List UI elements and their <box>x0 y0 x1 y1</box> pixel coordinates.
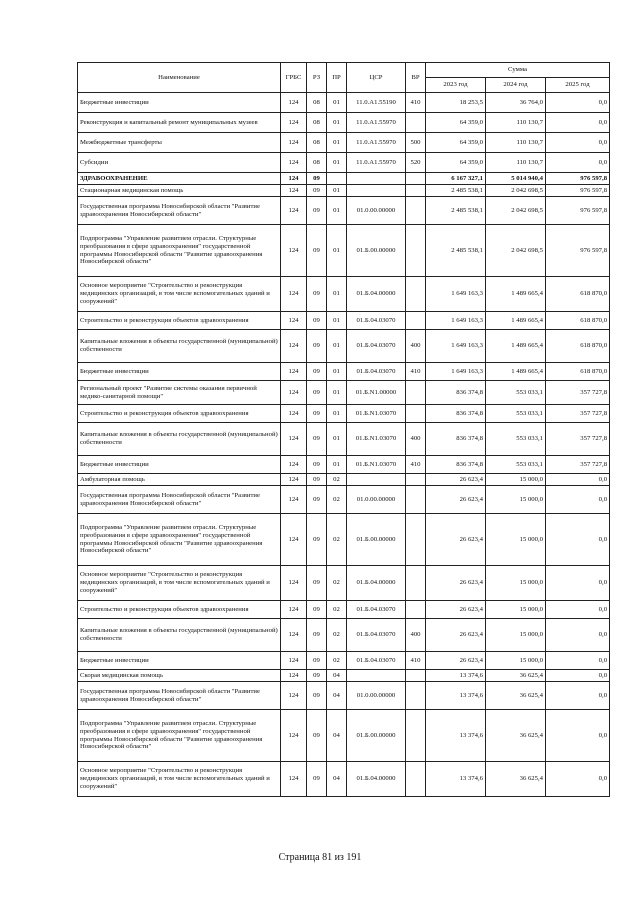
cell-2024: 1 489 665,4 <box>486 363 546 381</box>
table-row <box>78 381 610 405</box>
cell-csr: 01.Б.04.00000 <box>347 277 406 312</box>
cell-2025: 0,0 <box>546 514 610 566</box>
cell-name: Скорая медицинская помощь <box>78 670 281 682</box>
cell-rz: 09 <box>307 710 327 762</box>
cell-2024: 15 000,0 <box>486 514 546 566</box>
cell-2025: 357 727,8 <box>546 423 610 456</box>
cell-grbs: 124 <box>281 93 307 113</box>
cell-name: Стационарная медицинская помощь <box>78 185 281 197</box>
table-row <box>78 670 610 682</box>
cell-rz: 09 <box>307 486 327 514</box>
cell-rz: 09 <box>307 566 327 601</box>
cell-grbs: 124 <box>281 113 307 133</box>
cell-pr: 02 <box>327 652 347 670</box>
cell-vr <box>406 486 426 514</box>
cell-2025: 0,0 <box>546 133 610 153</box>
cell-csr: 01.Б.00.00000 <box>347 514 406 566</box>
cell-grbs: 124 <box>281 423 307 456</box>
cell-2024: 110 130,7 <box>486 133 546 153</box>
table-row <box>78 173 610 185</box>
cell-2024: 36 625,4 <box>486 682 546 710</box>
cell-name: Государственная программа Новосибирской области "Развитие здравоохранения Новосибирской области" <box>78 682 281 710</box>
cell-pr: 04 <box>327 670 347 682</box>
cell-rz: 09 <box>307 405 327 423</box>
cell-vr <box>406 474 426 486</box>
cell-rz: 09 <box>307 277 327 312</box>
cell-grbs: 124 <box>281 670 307 682</box>
cell-name: Капитальные вложения в объекты государственной (муниципальной) собственности <box>78 619 281 652</box>
cell-2024: 553 033,1 <box>486 381 546 405</box>
cell-name: Капитальные вложения в объекты государственной (муниципальной) собственности <box>78 330 281 363</box>
cell-pr: 01 <box>327 381 347 405</box>
header-year-2023: 2023 год <box>426 78 486 93</box>
cell-csr: 01.0.00.00000 <box>347 486 406 514</box>
cell-2024: 15 000,0 <box>486 619 546 652</box>
cell-2025: 0,0 <box>546 153 610 173</box>
cell-grbs: 124 <box>281 153 307 173</box>
cell-2025: 618 870,0 <box>546 277 610 312</box>
cell-csr: 11.0.А1.55970 <box>347 133 406 153</box>
cell-2024: 5 014 940,4 <box>486 173 546 185</box>
cell-rz: 08 <box>307 153 327 173</box>
cell-2023: 1 649 163,3 <box>426 312 486 330</box>
cell-grbs: 124 <box>281 514 307 566</box>
table-body <box>78 93 610 797</box>
cell-pr: 04 <box>327 682 347 710</box>
cell-2023: 836 374,8 <box>426 405 486 423</box>
cell-vr <box>406 405 426 423</box>
cell-vr: 410 <box>406 93 426 113</box>
cell-rz: 09 <box>307 619 327 652</box>
table-row <box>78 710 610 762</box>
table-row <box>78 153 610 173</box>
cell-2024: 36 625,4 <box>486 762 546 797</box>
cell-2023: 13 374,6 <box>426 710 486 762</box>
cell-2025: 976 597,8 <box>546 173 610 185</box>
cell-grbs: 124 <box>281 682 307 710</box>
cell-name: Бюджетные инвестиции <box>78 652 281 670</box>
cell-2024: 15 000,0 <box>486 486 546 514</box>
header-grbs: ГРБС <box>281 63 307 93</box>
cell-vr: 410 <box>406 652 426 670</box>
cell-2023: 836 374,8 <box>426 456 486 474</box>
cell-vr: 400 <box>406 423 426 456</box>
cell-2023: 13 374,6 <box>426 682 486 710</box>
cell-2023: 26 623,4 <box>426 514 486 566</box>
cell-vr <box>406 113 426 133</box>
cell-pr: 01 <box>327 456 347 474</box>
cell-vr <box>406 197 426 225</box>
cell-csr: 11.0.А1.55970 <box>347 113 406 133</box>
cell-grbs: 124 <box>281 619 307 652</box>
cell-pr: 01 <box>327 93 347 113</box>
cell-csr: 01.Б.04.03070 <box>347 619 406 652</box>
cell-2025: 0,0 <box>546 762 610 797</box>
cell-rz: 08 <box>307 93 327 113</box>
cell-2024: 36 764,0 <box>486 93 546 113</box>
header-rz: РЗ <box>307 63 327 93</box>
cell-grbs: 124 <box>281 173 307 185</box>
cell-2024: 2 042 698,5 <box>486 197 546 225</box>
cell-2025: 0,0 <box>546 682 610 710</box>
cell-csr: 01.Б.04.00000 <box>347 762 406 797</box>
cell-rz: 09 <box>307 762 327 797</box>
cell-name: Основное мероприятие "Строительство и реконструкция медицинских организаций, в том числе вспомогательных зданий и сооружений" <box>78 277 281 312</box>
cell-2024: 2 042 698,5 <box>486 225 546 277</box>
cell-grbs: 124 <box>281 381 307 405</box>
cell-name: Субсидии <box>78 153 281 173</box>
cell-2025: 618 870,0 <box>546 312 610 330</box>
cell-2025: 0,0 <box>546 710 610 762</box>
page-number: Страница 81 из 191 <box>278 852 362 863</box>
header-year-2025: 2025 год <box>546 78 610 93</box>
cell-name: Амбулаторная помощь <box>78 474 281 486</box>
cell-rz: 09 <box>307 173 327 185</box>
cell-rz: 09 <box>307 185 327 197</box>
cell-csr: 01.Б.04.03070 <box>347 652 406 670</box>
table-header-row <box>78 63 610 78</box>
table-row <box>78 185 610 197</box>
cell-grbs: 124 <box>281 405 307 423</box>
cell-rz: 09 <box>307 601 327 619</box>
cell-rz: 09 <box>307 330 327 363</box>
cell-grbs: 124 <box>281 486 307 514</box>
cell-2024: 15 000,0 <box>486 566 546 601</box>
cell-2023: 13 374,6 <box>426 762 486 797</box>
header-year-2024: 2024 год <box>486 78 546 93</box>
table-row <box>78 486 610 514</box>
cell-name: Государственная программа Новосибирской области "Развитие здравоохранения Новосибирской области" <box>78 486 281 514</box>
cell-2025: 0,0 <box>546 93 610 113</box>
cell-csr: 01.Б.04.03070 <box>347 601 406 619</box>
cell-pr: 02 <box>327 514 347 566</box>
cell-2025: 0,0 <box>546 486 610 514</box>
table-row <box>78 312 610 330</box>
cell-2025: 0,0 <box>546 601 610 619</box>
cell-2024: 110 130,7 <box>486 113 546 133</box>
cell-2024: 36 625,4 <box>486 710 546 762</box>
cell-2023: 64 359,0 <box>426 133 486 153</box>
header-pr: ПР <box>327 63 347 93</box>
cell-2024: 15 000,0 <box>486 652 546 670</box>
cell-csr: 01.0.00.00000 <box>347 682 406 710</box>
table-row <box>78 682 610 710</box>
cell-csr: 11.0.А1.55970 <box>347 153 406 173</box>
cell-grbs: 124 <box>281 185 307 197</box>
table-row <box>78 652 610 670</box>
table-row <box>78 514 610 566</box>
cell-2023: 64 359,0 <box>426 113 486 133</box>
cell-csr: 01.Б.04.03070 <box>347 312 406 330</box>
table-row <box>78 405 610 423</box>
cell-csr: 01.Б.N1.03070 <box>347 456 406 474</box>
table-row <box>78 423 610 456</box>
cell-csr: 01.Б.N1.03070 <box>347 405 406 423</box>
table-row <box>78 601 610 619</box>
cell-grbs: 124 <box>281 710 307 762</box>
cell-pr: 01 <box>327 153 347 173</box>
cell-vr <box>406 566 426 601</box>
cell-rz: 09 <box>307 514 327 566</box>
cell-csr: 01.Б.04.00000 <box>347 566 406 601</box>
cell-name: Подпрограмма "Управление развитием отрасли. Структурные преобразования в сфере здравоохранения" государственной программы Новосибирской области "Развитие здравоохранения Новосибирской области" <box>78 710 281 762</box>
cell-pr: 01 <box>327 197 347 225</box>
cell-name: Реконструкция и капитальный ремонт муниципальных музеев <box>78 113 281 133</box>
cell-vr <box>406 277 426 312</box>
cell-2024: 36 625,4 <box>486 670 546 682</box>
cell-vr <box>406 601 426 619</box>
cell-pr: 02 <box>327 486 347 514</box>
cell-2025: 976 597,8 <box>546 225 610 277</box>
cell-grbs: 124 <box>281 330 307 363</box>
cell-name: Межбюджетные трансферты <box>78 133 281 153</box>
cell-rz: 08 <box>307 113 327 133</box>
table-row <box>78 93 610 113</box>
cell-2024: 553 033,1 <box>486 423 546 456</box>
cell-csr: 11.0.А1.55190 <box>347 93 406 113</box>
cell-2024: 553 033,1 <box>486 405 546 423</box>
cell-2024: 15 000,0 <box>486 474 546 486</box>
cell-name: Подпрограмма "Управление развитием отрасли. Структурные преобразования в сфере здравоохранения" государственной программы Новосибирской области "Развитие здравоохранения Новосибирской области" <box>78 514 281 566</box>
cell-2023: 836 374,8 <box>426 423 486 456</box>
cell-vr <box>406 173 426 185</box>
cell-2023: 26 623,4 <box>426 619 486 652</box>
cell-vr <box>406 225 426 277</box>
cell-rz: 09 <box>307 670 327 682</box>
cell-pr: 01 <box>327 225 347 277</box>
cell-rz: 09 <box>307 197 327 225</box>
cell-pr: 02 <box>327 566 347 601</box>
cell-pr: 01 <box>327 185 347 197</box>
cell-2025: 0,0 <box>546 670 610 682</box>
cell-2023: 2 485 538,1 <box>426 197 486 225</box>
cell-2024: 15 000,0 <box>486 601 546 619</box>
cell-csr <box>347 185 406 197</box>
cell-vr <box>406 762 426 797</box>
cell-2023: 26 623,4 <box>426 474 486 486</box>
cell-vr: 400 <box>406 330 426 363</box>
cell-2024: 1 489 665,4 <box>486 277 546 312</box>
cell-2025: 0,0 <box>546 474 610 486</box>
cell-2025: 0,0 <box>546 566 610 601</box>
header-csr: ЦСР <box>347 63 406 93</box>
cell-rz: 08 <box>307 133 327 153</box>
cell-csr: 01.Б.00.00000 <box>347 710 406 762</box>
cell-2023: 26 623,4 <box>426 601 486 619</box>
cell-pr: 01 <box>327 133 347 153</box>
cell-pr: 01 <box>327 113 347 133</box>
header-sum: Сумма <box>426 63 610 78</box>
cell-pr: 04 <box>327 710 347 762</box>
cell-2023: 64 359,0 <box>426 153 486 173</box>
cell-2023: 836 374,8 <box>426 381 486 405</box>
cell-name: ЗДРАВООХРАНЕНИЕ <box>78 173 281 185</box>
cell-csr: 01.Б.04.03070 <box>347 363 406 381</box>
cell-grbs: 124 <box>281 133 307 153</box>
cell-2025: 357 727,8 <box>546 456 610 474</box>
table-row <box>78 474 610 486</box>
cell-name: Строительство и реконструкция объектов здравоохранения <box>78 601 281 619</box>
cell-pr: 02 <box>327 601 347 619</box>
cell-rz: 09 <box>307 652 327 670</box>
cell-csr <box>347 474 406 486</box>
cell-name: Строительство и реконструкция объектов здравоохранения <box>78 312 281 330</box>
cell-pr: 04 <box>327 762 347 797</box>
cell-rz: 09 <box>307 423 327 456</box>
cell-2025: 976 597,8 <box>546 197 610 225</box>
cell-name: Бюджетные инвестиции <box>78 93 281 113</box>
cell-vr <box>406 185 426 197</box>
table-row <box>78 456 610 474</box>
cell-pr: 02 <box>327 474 347 486</box>
cell-2025: 357 727,8 <box>546 381 610 405</box>
table-row <box>78 225 610 277</box>
cell-2023: 2 485 538,1 <box>426 225 486 277</box>
cell-csr: 01.0.00.00000 <box>347 197 406 225</box>
cell-2023: 1 649 163,3 <box>426 363 486 381</box>
cell-vr: 520 <box>406 153 426 173</box>
cell-name: Бюджетные инвестиции <box>78 456 281 474</box>
cell-2024: 1 489 665,4 <box>486 330 546 363</box>
cell-vr: 400 <box>406 619 426 652</box>
cell-pr: 01 <box>327 330 347 363</box>
cell-grbs: 124 <box>281 456 307 474</box>
cell-pr: 01 <box>327 277 347 312</box>
header-vr: ВР <box>406 63 426 93</box>
cell-csr <box>347 670 406 682</box>
cell-pr <box>327 173 347 185</box>
cell-csr: 01.Б.04.03070 <box>347 330 406 363</box>
table-row <box>78 197 610 225</box>
cell-name: Строительство и реконструкция объектов здравоохранения <box>78 405 281 423</box>
table-row <box>78 566 610 601</box>
table-row <box>78 363 610 381</box>
cell-grbs: 124 <box>281 277 307 312</box>
cell-grbs: 124 <box>281 363 307 381</box>
cell-rz: 09 <box>307 682 327 710</box>
cell-2025: 618 870,0 <box>546 363 610 381</box>
cell-2024: 1 489 665,4 <box>486 312 546 330</box>
table-row <box>78 619 610 652</box>
cell-2025: 0,0 <box>546 652 610 670</box>
cell-vr <box>406 710 426 762</box>
cell-2025: 0,0 <box>546 619 610 652</box>
cell-vr: 410 <box>406 456 426 474</box>
cell-2023: 26 623,4 <box>426 652 486 670</box>
cell-grbs: 124 <box>281 312 307 330</box>
cell-2024: 553 033,1 <box>486 456 546 474</box>
cell-name: Основное мероприятие "Строительство и реконструкция медицинских организаций, в том числе вспомогательных зданий и сооружений" <box>78 762 281 797</box>
table-row <box>78 133 610 153</box>
cell-vr <box>406 682 426 710</box>
cell-pr: 01 <box>327 312 347 330</box>
header-name: Наименование <box>78 63 281 93</box>
table-row <box>78 277 610 312</box>
cell-grbs: 124 <box>281 197 307 225</box>
cell-vr <box>406 312 426 330</box>
cell-vr: 500 <box>406 133 426 153</box>
cell-rz: 09 <box>307 363 327 381</box>
cell-vr: 410 <box>406 363 426 381</box>
cell-rz: 09 <box>307 381 327 405</box>
cell-grbs: 124 <box>281 566 307 601</box>
cell-vr <box>406 514 426 566</box>
cell-2024: 2 042 698,5 <box>486 185 546 197</box>
cell-2025: 357 727,8 <box>546 405 610 423</box>
cell-rz: 09 <box>307 312 327 330</box>
cell-csr: 01.Б.N1.00000 <box>347 381 406 405</box>
cell-2025: 0,0 <box>546 113 610 133</box>
cell-2023: 6 167 327,1 <box>426 173 486 185</box>
cell-rz: 09 <box>307 225 327 277</box>
cell-rz: 09 <box>307 456 327 474</box>
cell-grbs: 124 <box>281 225 307 277</box>
table-row <box>78 113 610 133</box>
cell-2023: 26 623,4 <box>426 486 486 514</box>
cell-name: Основное мероприятие "Строительство и реконструкция медицинских организаций, в том числе вспомогательных зданий и сооружений" <box>78 566 281 601</box>
cell-grbs: 124 <box>281 601 307 619</box>
cell-pr: 01 <box>327 423 347 456</box>
cell-csr <box>347 173 406 185</box>
budget-table <box>77 62 610 797</box>
cell-pr: 01 <box>327 363 347 381</box>
cell-csr: 01.Б.00.00000 <box>347 225 406 277</box>
cell-vr <box>406 670 426 682</box>
cell-grbs: 124 <box>281 474 307 486</box>
cell-grbs: 124 <box>281 762 307 797</box>
cell-vr <box>406 381 426 405</box>
cell-pr: 02 <box>327 619 347 652</box>
cell-name: Подпрограмма "Управление развитием отрасли. Структурные преобразования в сфере здравоохранения" государственной программы Новосибирской области "Развитие здравоохранения Новосибирской области" <box>78 225 281 277</box>
table-row <box>78 762 610 797</box>
cell-2025: 976 597,8 <box>546 185 610 197</box>
cell-2023: 26 623,4 <box>426 566 486 601</box>
cell-2023: 18 253,5 <box>426 93 486 113</box>
cell-2023: 13 374,6 <box>426 670 486 682</box>
cell-2023: 1 649 163,3 <box>426 277 486 312</box>
cell-rz: 09 <box>307 474 327 486</box>
cell-name: Государственная программа Новосибирской области "Развитие здравоохранения Новосибирской области" <box>78 197 281 225</box>
cell-2025: 618 870,0 <box>546 330 610 363</box>
table-row <box>78 330 610 363</box>
cell-2024: 110 130,7 <box>486 153 546 173</box>
cell-name: Капитальные вложения в объекты государственной (муниципальной) собственности <box>78 423 281 456</box>
cell-2023: 2 485 538,1 <box>426 185 486 197</box>
cell-pr: 01 <box>327 405 347 423</box>
cell-csr: 01.Б.N1.03070 <box>347 423 406 456</box>
cell-name: Региональный проект "Развитие системы оказания первичной медико-санитарной помощи" <box>78 381 281 405</box>
cell-2023: 1 649 163,3 <box>426 330 486 363</box>
cell-name: Бюджетные инвестиции <box>78 363 281 381</box>
cell-grbs: 124 <box>281 652 307 670</box>
